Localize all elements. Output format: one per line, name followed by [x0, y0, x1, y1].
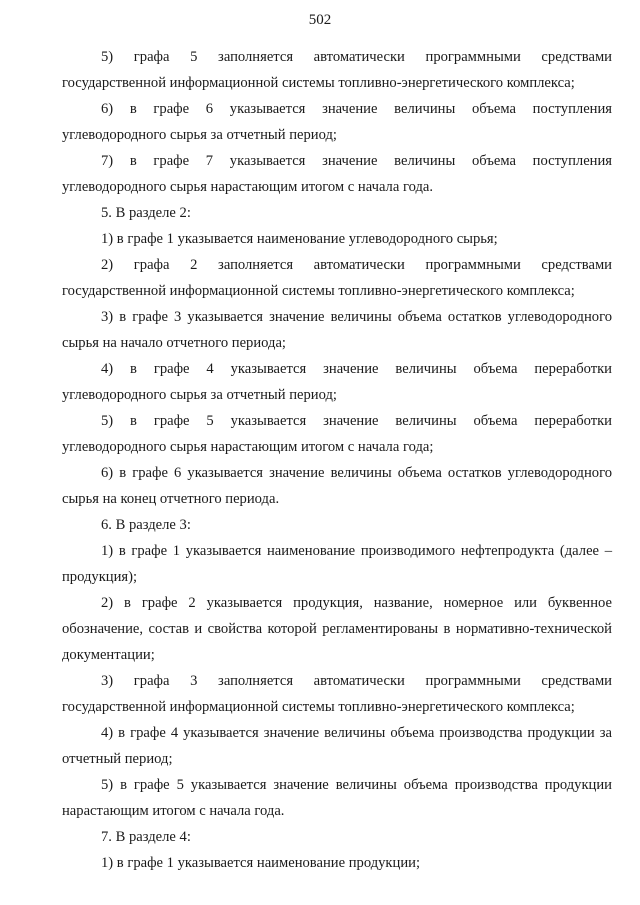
section-heading: 7. В разделе 4:: [101, 829, 191, 845]
paragraph: 4) в графе 4 указывается значение величины объема переработки углеводородного сырья за отчетный период;: [62, 361, 612, 403]
paragraph: 6) в графе 6 указывается значение величины объема остатков углеводородного сырья на конец отчетного периода.: [62, 465, 612, 507]
paragraph: 2) графа 2 заполняется автоматически программными средствами государственной информационной системы топливно-энергетического комплекса;: [62, 257, 612, 299]
paragraph: 4) в графе 4 указывается значение величины объема производства продукции за отчетный период;: [62, 725, 612, 767]
document-body: [62, 44, 612, 876]
page-number: 502: [308, 12, 332, 28]
paragraph: 5) графа 5 заполняется автоматически программными средствами государственной информационной системы топливно-энергетического комплекса;: [62, 49, 612, 91]
section-heading: 5. В разделе 2:: [101, 205, 191, 221]
paragraph: 6) в графе 6 указывается значение величины объема поступления углеводородного сырья за отчетный период;: [62, 101, 612, 143]
paragraph: 3) в графе 3 указывается значение величины объема остатков углеводородного сырья на начало отчетного периода;: [62, 309, 612, 351]
paragraph: 1) в графе 1 указывается наименование продукции;: [101, 855, 421, 871]
paragraph: 7) в графе 7 указывается значение величины объема поступления углеводородного сырья нарастающим итогом с начала года.: [62, 153, 612, 195]
section-heading: 6. В разделе 3:: [101, 517, 191, 533]
paragraph: 1) в графе 1 указывается наименование производимого нефтепродукта (далее – продукция);: [62, 543, 612, 585]
paragraph: 3) графа 3 заполняется автоматически программными средствами государственной информационной системы топливно-энергетического комплекса;: [62, 673, 612, 715]
paragraph: 5) в графе 5 указывается значение величины объема переработки углеводородного сырья нарастающим итогом с начала года;: [62, 413, 612, 455]
paragraph: 5) в графе 5 указывается значение величины объема производства продукции нарастающим итогом с начала года.: [62, 777, 612, 819]
paragraph: 1) в графе 1 указывается наименование углеводородного сырья;: [101, 231, 498, 247]
paragraph: 2) в графе 2 указывается продукция, название, номерное или буквенное обозначение, состав и свойства которой регламентированы в нормативно-технической документации;: [62, 595, 612, 663]
